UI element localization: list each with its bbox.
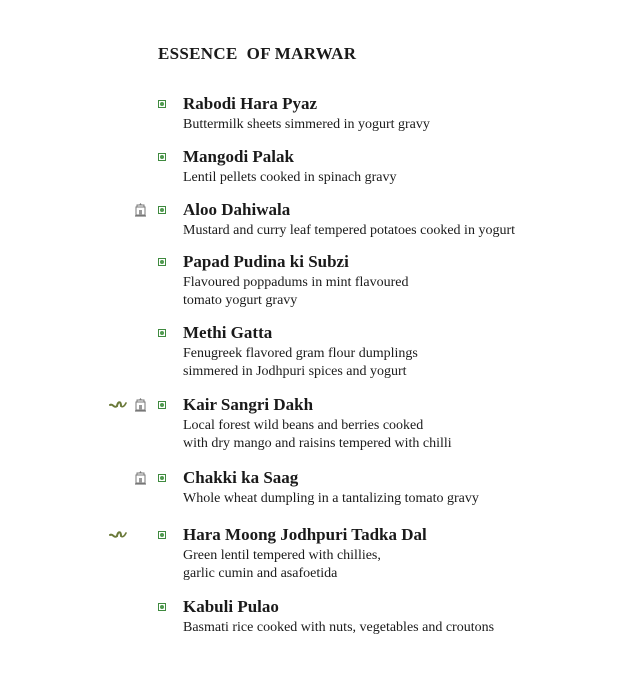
dish-name: Methi Gatta [183, 323, 273, 342]
dish-name: Chakki ka Saag [183, 468, 299, 487]
dish-name: Papad Pudina ki Subzi [183, 252, 349, 271]
dish-description: Mustard and curry leaf tempered potatoes cooked in yogurt [183, 223, 516, 238]
temple-icon [134, 470, 147, 485]
dish-name: Rabodi Hara Pyaz [183, 94, 318, 113]
veg-mark-icon [158, 603, 166, 611]
veg-mark-icon [158, 100, 166, 108]
dish-description: Whole wheat dumpling in a tantalizing tomato gravy [183, 491, 479, 506]
dish-name: Kabuli Pulao [183, 597, 279, 616]
veg-mark-icon [158, 329, 166, 337]
temple-icon [134, 202, 147, 217]
veg-mark-icon [158, 258, 166, 266]
dish-name: Kair Sangri Dakh [183, 395, 314, 414]
menu-section-title: ESSENCE OF MARWAR [158, 44, 357, 63]
chili-icon [109, 397, 127, 411]
dish-description: Lentil pellets cooked in spinach gravy [183, 170, 397, 185]
veg-mark-icon [158, 153, 166, 161]
chili-icon [109, 527, 127, 541]
dish-description: Local forest wild beans and berries cooked with dry mango and raisins tempered with chilli [183, 418, 452, 451]
dish-name: Aloo Dahiwala [183, 200, 291, 219]
dish-description: Basmati rice cooked with nuts, vegetables and croutons [183, 620, 495, 635]
dish-description: Fenugreek flavored gram flour dumplings simmered in Jodhpuri spices and yogurt [183, 346, 418, 379]
temple-icon [134, 397, 147, 412]
dish-description: Green lentil tempered with chillies, garlic cumin and asafoetida [183, 548, 381, 581]
dish-name: Mangodi Palak [183, 147, 294, 166]
veg-mark-icon [158, 474, 166, 482]
veg-mark-icon [158, 401, 166, 409]
veg-mark-icon [158, 206, 166, 214]
dish-description: Flavoured poppadums in mint flavoured tomato yogurt gravy [183, 275, 409, 308]
veg-mark-icon [158, 531, 166, 539]
dish-name: Hara Moong Jodhpuri Tadka Dal [183, 525, 427, 544]
dish-description: Buttermilk sheets simmered in yogurt gravy [183, 117, 430, 132]
